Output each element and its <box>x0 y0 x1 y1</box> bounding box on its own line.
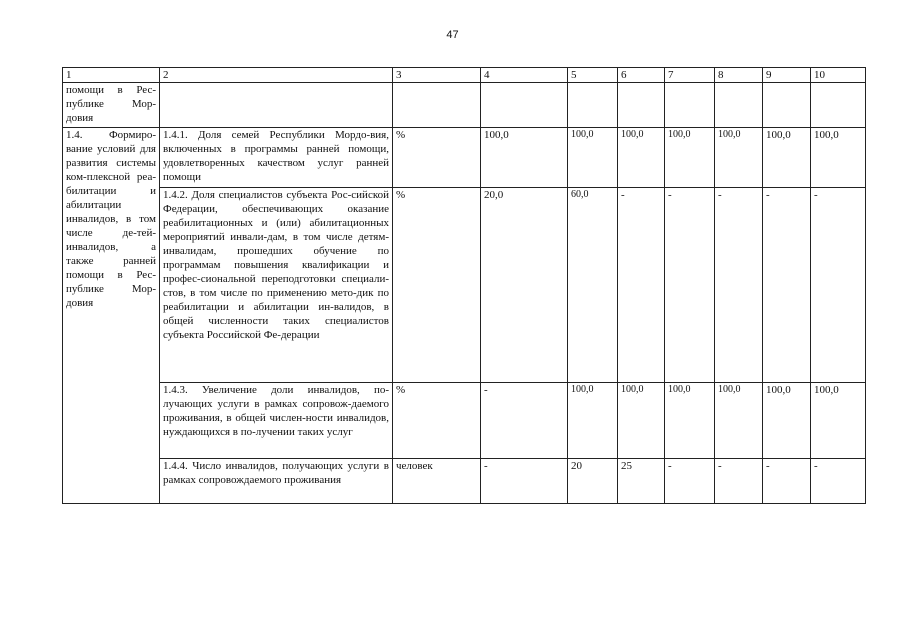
empty-cell <box>811 83 866 128</box>
value-cell: 100,0 <box>763 383 811 459</box>
empty-cell <box>393 83 481 128</box>
value-cell: 100,0 <box>568 383 618 459</box>
empty-cell <box>665 83 715 128</box>
value-cell: - <box>715 459 763 504</box>
continuation-row <box>63 83 866 128</box>
page-number: 47 <box>446 29 459 41</box>
header-cell: 1 <box>63 68 160 83</box>
value-cell: 100,0 <box>715 128 763 188</box>
value-cell: 100,0 <box>715 383 763 459</box>
value-cell: - <box>665 459 715 504</box>
table-row <box>63 188 866 383</box>
header-cell: 10 <box>811 68 866 83</box>
value-cell: 100,0 <box>665 383 715 459</box>
empty-cell <box>763 83 811 128</box>
value-cell: 100,0 <box>618 128 665 188</box>
header-cell: 6 <box>618 68 665 83</box>
header-cell: 5 <box>568 68 618 83</box>
indicator-cell: 1.4.3. Увеличение доли инвалидов, по-лучающих услуги в рамках сопровож-даемого проживания, в общей числен-ности инвалидов, нуждающихся в по-лучении таких услуг <box>160 383 393 459</box>
empty-cell <box>715 83 763 128</box>
value-cell: - <box>618 188 665 383</box>
value-cell: - <box>811 188 866 383</box>
unit-cell: % <box>393 383 481 459</box>
value-cell: 25 <box>618 459 665 504</box>
value-cell: 20,0 <box>481 188 568 383</box>
unit-cell: % <box>393 128 481 188</box>
header-cell: 9 <box>763 68 811 83</box>
header-cell: 7 <box>665 68 715 83</box>
empty-cell <box>618 83 665 128</box>
indicator-cell: 1.4.2. Доля специалистов субъекта Рос-сийской Федерации, обеспечивающих оказание реабилитационных и (или) абилитационных мероприятий инвали-дам, в том числе детям-инвалидам, прошедших обучение по программам повышения квалификации и профес-сиональной переподготовки специали-стов, в том числе по применению мето-дик по реабилитации и абилитации ин-валидов, в общей численности таких специалистов субъекта Российской Фе-дерации <box>160 188 393 383</box>
value-cell: 100,0 <box>618 383 665 459</box>
value-cell: - <box>665 188 715 383</box>
value-cell: - <box>715 188 763 383</box>
value-cell: 100,0 <box>811 383 866 459</box>
value-cell: 100,0 <box>763 128 811 188</box>
value-cell: - <box>811 459 866 504</box>
table-row <box>63 459 866 504</box>
indicators-table <box>62 67 866 504</box>
unit-cell: % <box>393 188 481 383</box>
value-cell: 100,0 <box>665 128 715 188</box>
value-cell: - <box>763 459 811 504</box>
empty-cell <box>481 83 568 128</box>
value-cell: - <box>763 188 811 383</box>
value-cell: - <box>481 459 568 504</box>
value-cell: - <box>481 383 568 459</box>
value-cell: 60,0 <box>568 188 618 383</box>
indicator-cell: 1.4.4. Число инвалидов, получающих услуги в рамках сопровождаемого проживания <box>160 459 393 504</box>
header-cell: 8 <box>715 68 763 83</box>
empty-cell <box>160 83 393 128</box>
table-row <box>63 128 866 188</box>
indicator-cell: 1.4.1. Доля семей Республики Мордо-вия, включенных в программы ранней помощи, удовлетворенных качеством услуг ранней помощи <box>160 128 393 188</box>
value-cell: 20 <box>568 459 618 504</box>
header-cell: 3 <box>393 68 481 83</box>
value-cell: 100,0 <box>811 128 866 188</box>
header-cell: 2 <box>160 68 393 83</box>
header-cell: 4 <box>481 68 568 83</box>
value-cell: 100,0 <box>568 128 618 188</box>
unit-cell: человек <box>393 459 481 504</box>
value-cell: 100,0 <box>481 128 568 188</box>
group-goal-cell: 1.4. Формиро-вание условий для развития системы ком-плексной реа-билитации и абилитации инвалидов, в том числе де-тей-инвалидов, а также ранней помощи в Рес-публике Мор-довия <box>63 128 160 504</box>
empty-cell <box>568 83 618 128</box>
header-row <box>63 68 866 83</box>
continuation-goal-cell: помощи в Рес-публике Мор-довия <box>63 83 160 128</box>
table-row <box>63 383 866 459</box>
